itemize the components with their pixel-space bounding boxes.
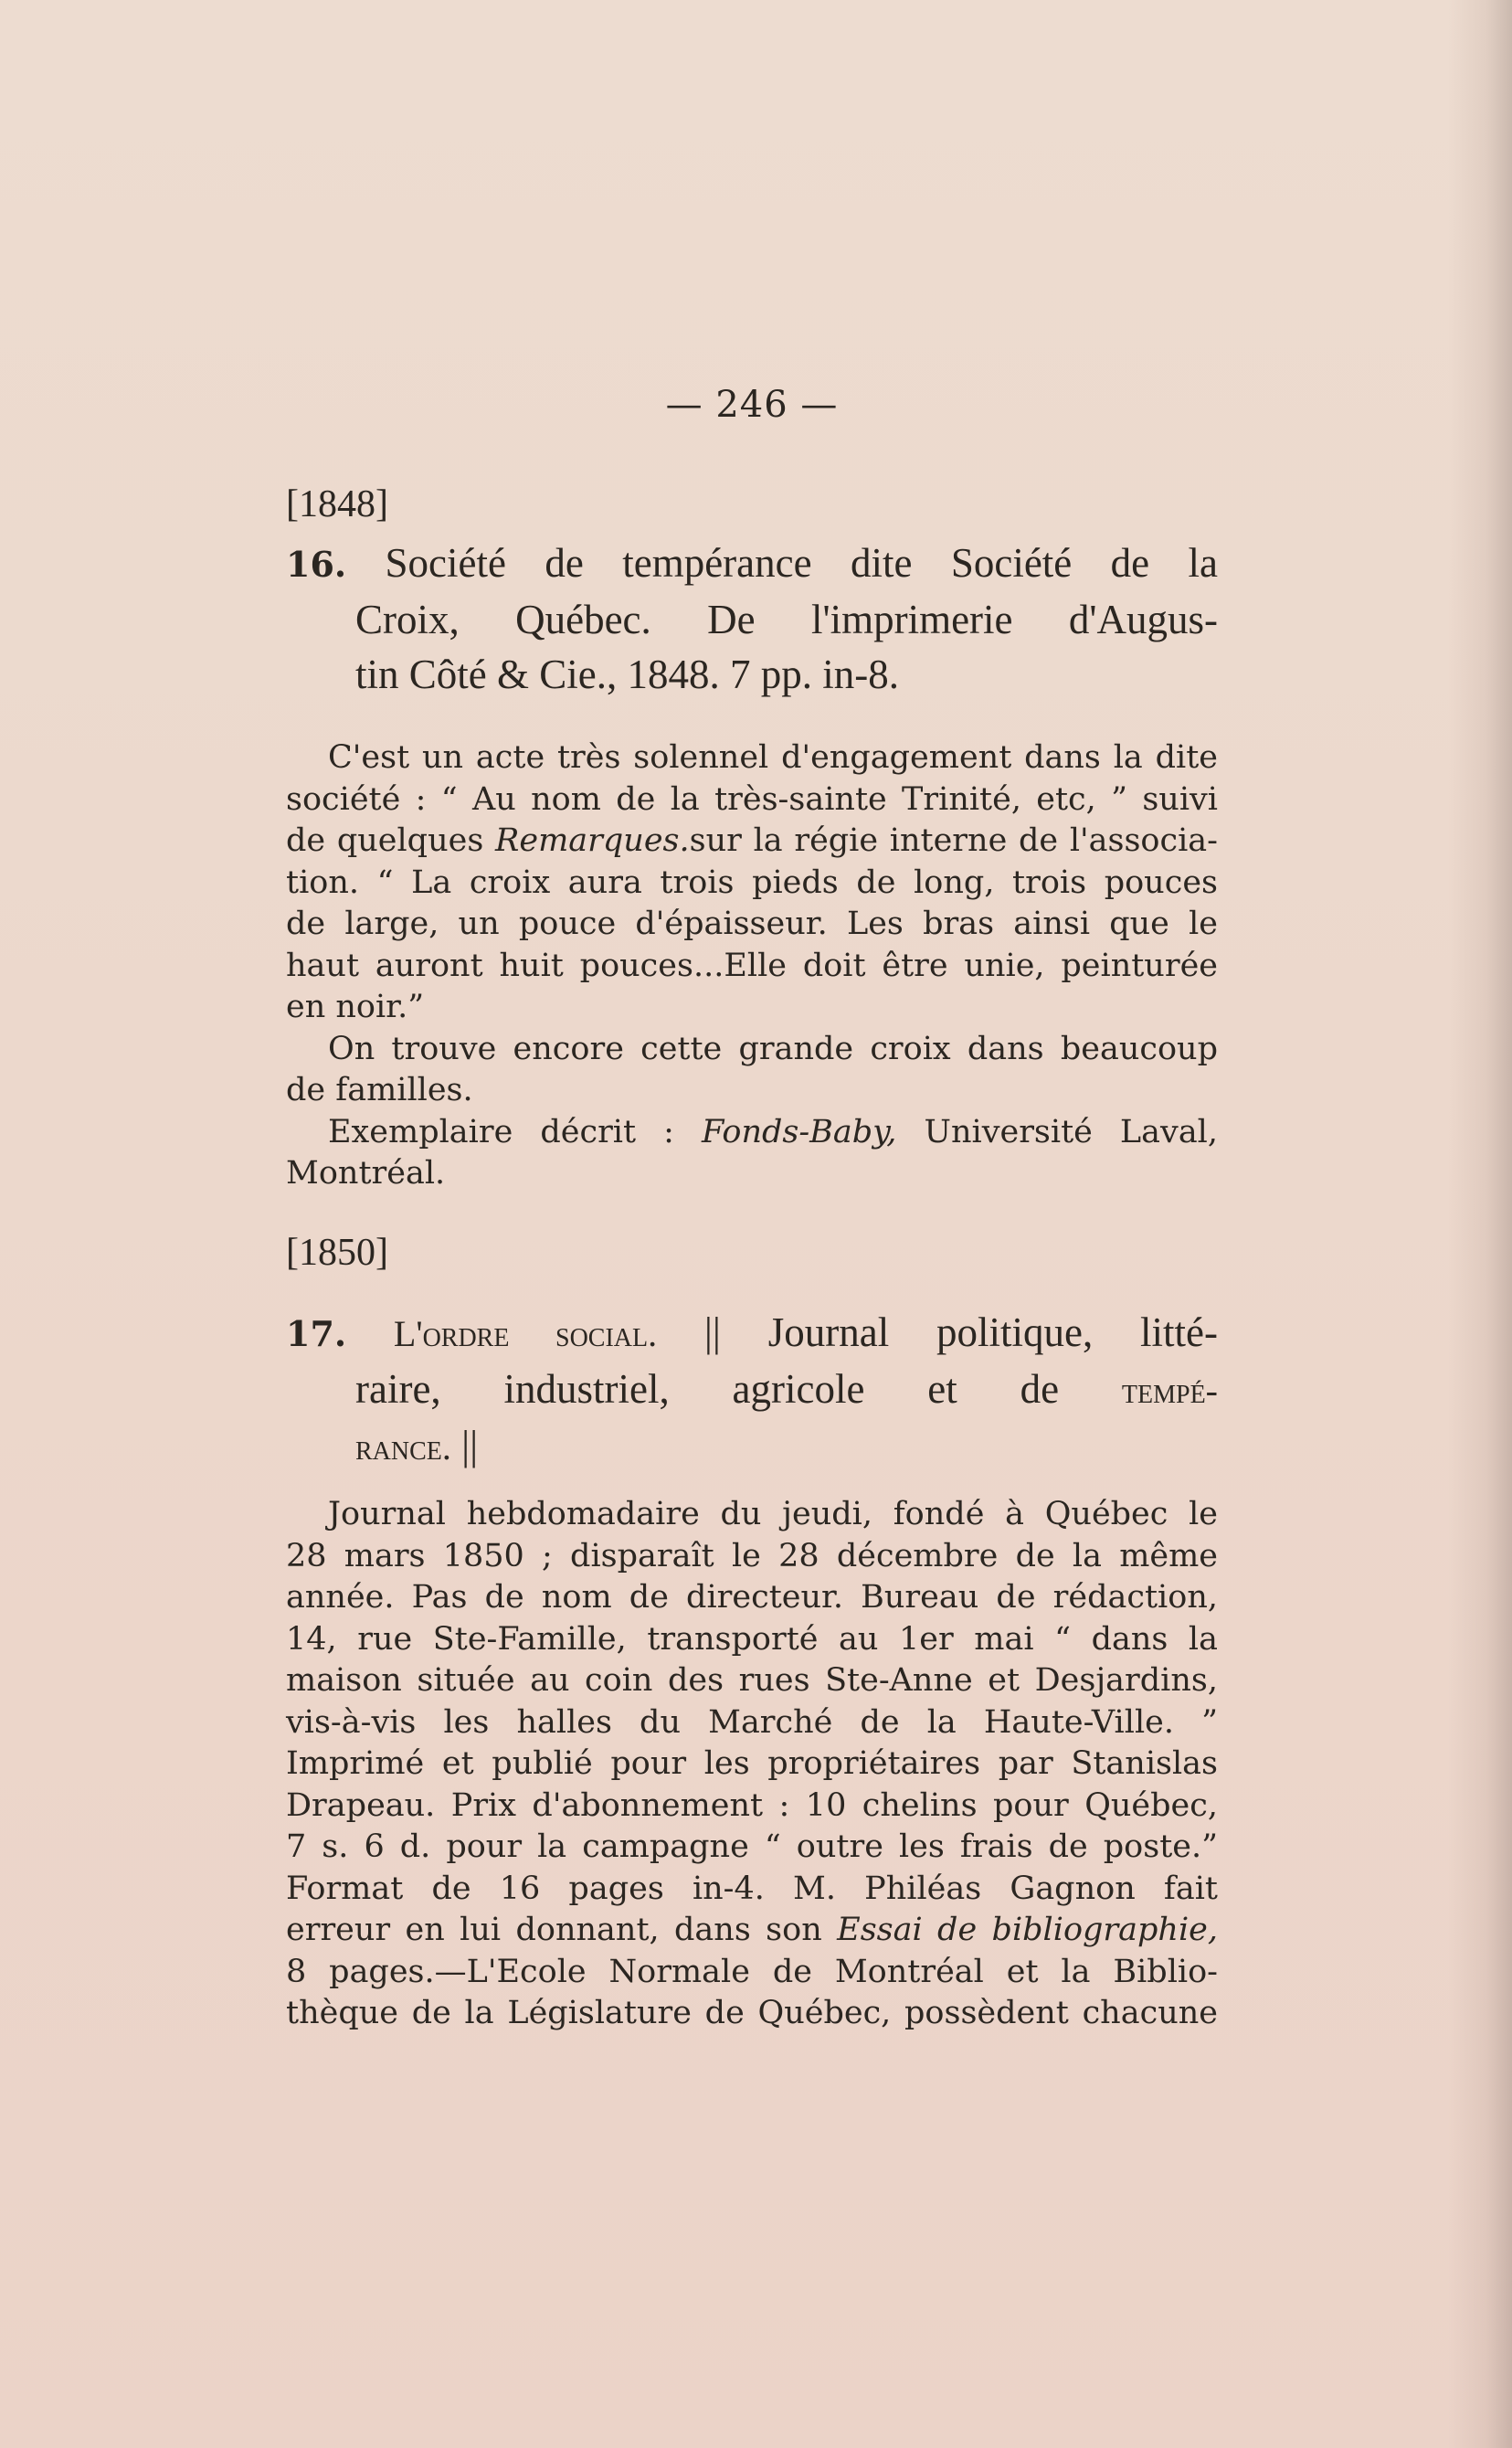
paragraph-line: haut auront huit pouces...Elle doit être unie, peinturée <box>286 947 1218 984</box>
entry-17-description <box>286 1494 1218 2035</box>
paragraph-line: société : “ Au nom de la très-sainte Trinité, etc, ” suivi <box>286 780 1218 818</box>
paragraph-line: tion. “ La croix aura trois pieds de long, trois pouces <box>286 864 1218 901</box>
entry-16-title-line-1: 16. Société de tempérance dite Société de la <box>286 540 1218 586</box>
paragraph-line: de familles. <box>286 1072 473 1108</box>
paragraph-line: 14, rue Ste-Famille, transporté au 1er mai “ dans la <box>286 1620 1218 1658</box>
entry-16-title <box>286 535 1218 702</box>
paragraph-line: C'est un acte très solennel d'engagement dans la dite <box>328 739 1218 776</box>
paragraph-line: Format de 16 pages in-4. M. Philéas Gagnon fait <box>286 1870 1218 1907</box>
year-heading-1850: [1850] <box>286 1232 388 1274</box>
paragraph-line: thèque de la Législature de Québec, possèdent chacune <box>286 1995 1218 2031</box>
paragraph-line: Drapeau. Prix d'abonnement : 10 chelins pour Québec, <box>286 1786 1218 1824</box>
paragraph-line: 8 pages.—L'Ecole Normale de Montréal et la Biblio- <box>286 1953 1218 1990</box>
paragraph-line: de large, un pouce d'épaisseur. Les bras ainsi que le <box>286 906 1218 942</box>
paragraph-line: en noir.” <box>286 989 425 1025</box>
paragraph-line: On trouve encore cette grande croix dans beaucoup <box>328 1030 1218 1067</box>
entry-16-title-line-3: tin Côté & Cie., 1848. 7 pp. in-8. <box>355 652 899 697</box>
paragraph-line: erreur en lui donnant, dans son Essai de bibliographie, <box>286 1912 1218 1948</box>
paragraph-line: Exemplaire décrit : Fonds-Baby, Université Laval, <box>328 1113 1219 1150</box>
entry-number: 16. <box>286 544 347 585</box>
paragraph-line: Montréal. <box>286 1155 446 1192</box>
page-number: — 246 — <box>665 384 839 426</box>
year-heading-1848: [1848] <box>286 483 388 525</box>
paragraph-line: 7 s. 6 d. pour la campagne “ outre les frais de poste.” <box>286 1828 1218 1865</box>
entry-17-title-line-3: rance. || <box>355 1423 479 1468</box>
paragraph-line: Imprimé et publié pour les propriétaires par Stanislas <box>286 1745 1218 1782</box>
paragraph-line: 28 mars 1850 ; disparaît le 28 décembre de la même <box>286 1537 1218 1574</box>
entry-17-title <box>286 1305 1218 1475</box>
entry-17-title-line-2: raire, industriel, agricole et de tempé- <box>355 1366 1218 1412</box>
paragraph-line: vis-à-vis les halles du Marché de la Haute-Ville. ” <box>286 1703 1218 1741</box>
entry-number: 17. <box>286 1313 347 1354</box>
entry-16-description <box>286 737 1218 1195</box>
page-edge-shadow <box>1448 0 1512 2448</box>
paragraph-line: année. Pas de nom de directeur. Bureau de rédaction, <box>286 1579 1218 1616</box>
paragraph-line: de quelques Remarques.sur la régie interne de l'associa- <box>286 822 1218 859</box>
paragraph-line: Journal hebdomadaire du jeudi, fondé à Québec le <box>328 1496 1218 1532</box>
entry-16-title-line-2: Croix, Québec. De l'imprimerie d'Augus- <box>355 597 1218 642</box>
paragraph-line: maison située au coin des rues Ste-Anne et Desjardins, <box>286 1662 1218 1699</box>
entry-17-title-line-1: 17. L'ordre social. || Journal politique, litté- <box>286 1309 1218 1355</box>
